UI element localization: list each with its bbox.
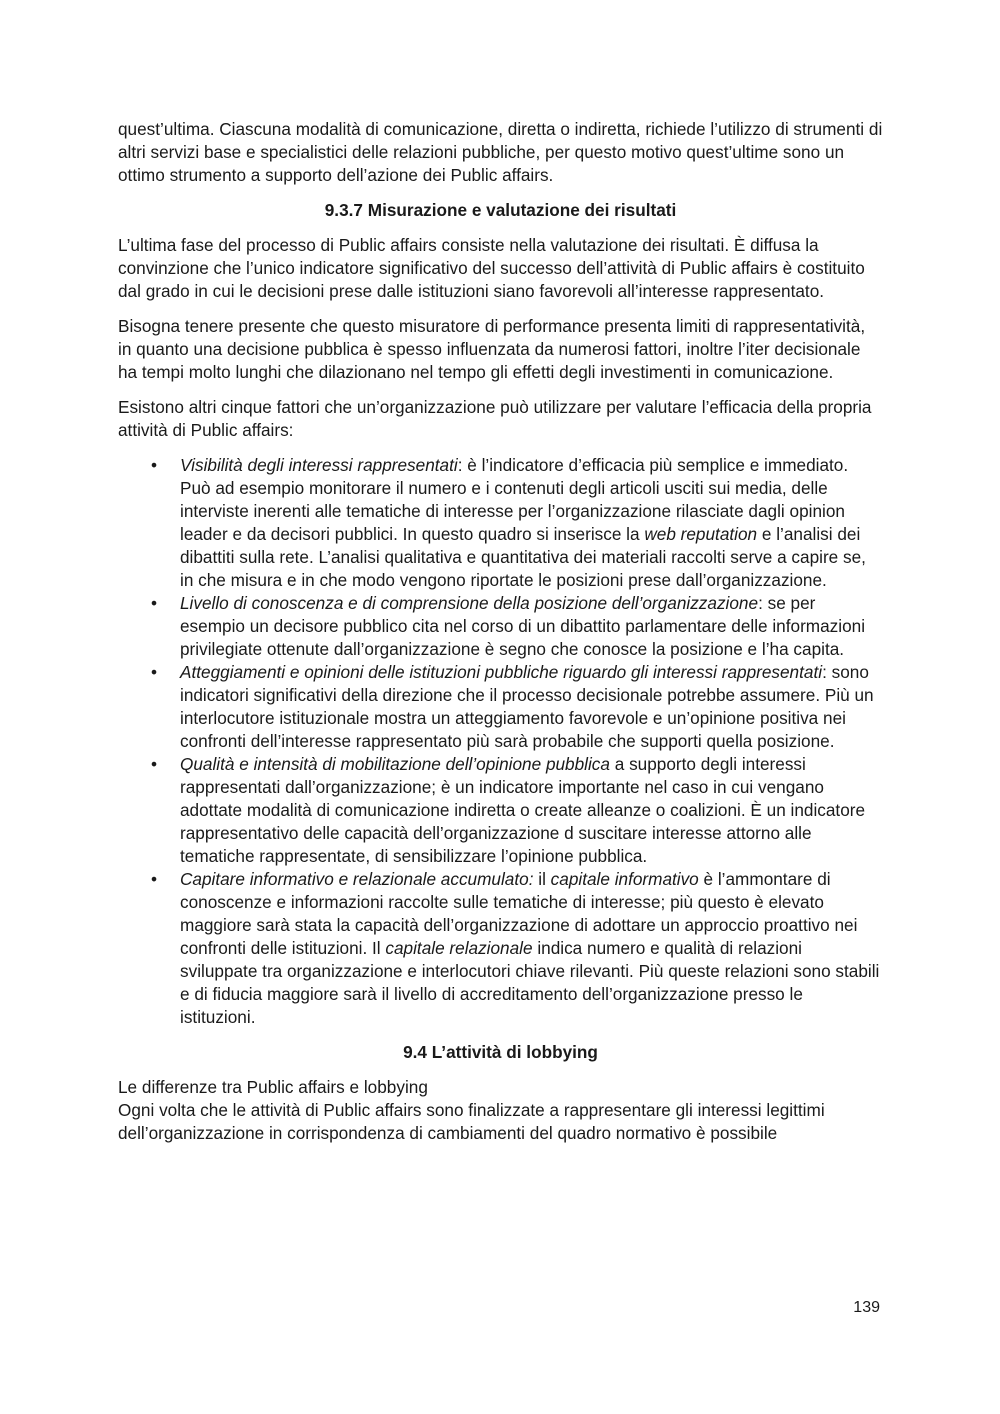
item-text: : è l’indicatore d’efficacia più semplice e immediato. Può ad esempio monitorare il numero e i contenuti degli articoli usciti sui media, delle interviste inerenti alle tematiche di interesse per l’organizzazione rilasciate dagli opinion leader e da decisori pubblici. In questo quadro si inserisce la [180,455,849,544]
bullet-marker: • [150,593,158,613]
bullet-marker: • [150,662,158,682]
intro-paragraph: quest’ultima. Ciascuna modalità di comunicazione, diretta o indiretta, richiede l’utilizzo di strumenti di altri servizi base e specialistici delle relazioni pubbliche, per questo motivo quest’ultime sono un ottimo strumento a supporto dell’azione dei Public affairs. [118,119,883,185]
paragraph-1: L’ultima fase del processo di Public affairs consiste nella valutazione dei risultati. È diffusa la convinzione che l’unico indicatore significativo del successo dell’attività di Public affairs è costituito dal grado in cui le decisioni prese dalle istituzioni siano favorevoli all’interesse rappresentato. [118,235,865,301]
item-term: Atteggiamenti e opinioni delle istituzioni pubbliche riguardo gli interessi rappresentati [180,662,823,682]
list-item [118,753,883,868]
bullet-marker: • [150,754,158,774]
bullet-marker: • [150,455,158,475]
list-item [118,661,883,753]
item-term: Visibilità degli interessi rappresentati [180,455,458,475]
item-text: : sono indicatori significativi della direzione che il processo decisionale potrebbe assumere. Più un interlocutore istituzionale mostra un atteggiamento favorevole e un’opinione positiva nei confronti dell’interesse rappresentato più sarà probabile che supporti quella posizione. [180,662,874,751]
bullet-marker: • [150,869,158,889]
item-term: Qualità e intensità di mobilitazione dell’opinione pubblica [180,754,610,774]
item-text: : se per esempio un decisore pubblico cita nel corso di un dibattito parlamentare delle informazioni privilegiate ottenute dall’organizzazione è segno che conosce la posizione e l’ha capita. [180,593,866,659]
page-number: 139 [853,1299,880,1316]
paragraph-2: Bisogna tenere presente che questo misuratore di performance presenta limiti di rappresentatività, in quanto una decisione pubblica è spesso influenzata da numerosi fattori, inoltre l’iter decisionale ha tempi molto lunghi che dilazionano nel tempo gli effetti degli investimenti in comunicazione. [118,316,866,382]
item-emphasis: capitale relazionale [385,938,533,958]
section-heading-94: 9.4 L’attività di lobbying [403,1042,598,1062]
item-text: indica numero e qualità di relazioni sviluppate tra organizzazione e interlocutori chiave rilevanti. Più queste relazioni sono stabili e di fiducia maggiore sarà il livello di accreditamento dell’organizzazione presso le istituzioni. [180,938,880,1027]
section-subtitle: Le differenze tra Public affairs e lobbying [118,1077,428,1097]
list-item [118,868,883,1029]
list-item [118,592,883,661]
item-term: Livello di conoscenza e di comprensione della posizione dell’organizzazione [180,593,759,613]
item-text: e l’analisi dei dibattiti sulla rete. L’analisi qualitativa e quantitativa dei materiali raccolti serve a capire se, in che misura e in che modo vengono riportate le posizioni prese dall’organizzazione. [180,524,866,590]
paragraph-3: Esistono altri cinque fattori che un’organizzazione può utilizzare per valutare l’efficacia della propria attività di Public affairs: [118,397,872,440]
item-text: è l’ammontare di conoscenze e informazioni raccolte sulle tematiche di interesse; più questo è elevato maggiore sarà stata la capacità dell’organizzazione di adottare un approccio proattivo nei confronti delle istituzioni. Il [180,869,858,958]
document-page [118,118,883,1145]
item-emphasis: capitale informativo [550,869,699,889]
section-heading-937: 9.3.7 Misurazione e valutazione dei risultati [324,200,677,220]
item-text: a supporto degli interessi rappresentati dall’organizzazione; è un indicatore importante nel caso in cui vengano adottate modalità di comunicazione indiretta o create alleanze o coalizioni. È un indicatore rappresentativo delle capacità dell’organizzazione d suscitare interesse attorno alle tematiche rappresentate, di sensibilizzare l’opinione pubblica. [180,754,866,866]
paragraph-lobbying: Ogni volta che le attività di Public affairs sono finalizzate a rappresentare gli interessi legittimi dell’organizzazione in corrispondenza di cambiamenti del quadro normativo è possibile [118,1100,825,1143]
item-text: il [533,869,551,889]
list-item [118,454,883,592]
factors-list [118,454,883,1029]
item-term: Capitare informativo e relazionale accumulato: [180,869,534,889]
item-emphasis: web reputation [644,524,758,544]
